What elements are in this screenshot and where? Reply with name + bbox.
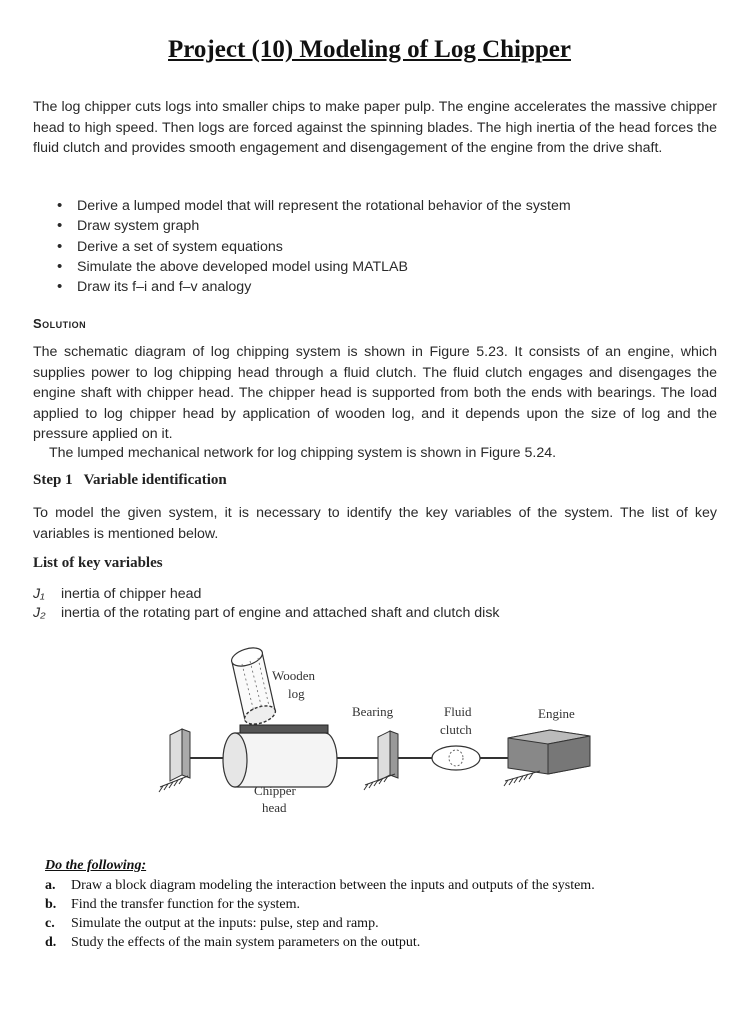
fluid-clutch-label: Fluid bbox=[444, 704, 472, 719]
intro-paragraph: The log chipper cuts logs into smaller chips to make paper pulp. The engine accelerates the massive chipper head to high speed. Then logs are forced against the spinning blades. The high inertia of the head forces the fluid clutch and provides smooth engagement and disengagement of the engine from the drive shaft. bbox=[33, 99, 717, 156]
task-letter: d. bbox=[45, 935, 57, 950]
page-title: Project (10) Modeling of Log Chipper bbox=[168, 36, 571, 63]
log-chipper-schematic bbox=[150, 640, 600, 830]
task-item bbox=[45, 897, 300, 913]
engine-label: Engine bbox=[538, 706, 575, 721]
task-item bbox=[45, 878, 595, 894]
task-letter: a. bbox=[45, 878, 56, 893]
variable-row bbox=[33, 605, 500, 621]
task-text: Study the effects of the main system parameters on the output. bbox=[71, 935, 421, 950]
variable-symbol: J₁ bbox=[33, 586, 45, 602]
key-variables-heading: List of key variables bbox=[33, 555, 163, 571]
wooden-log-icon bbox=[229, 644, 277, 727]
solution-heading: Solution bbox=[33, 316, 87, 331]
variable-symbol: J₂ bbox=[33, 605, 46, 621]
step1-paragraph: To model the given system, it is necessary to identify the key variables of the system. The list of key variables is mentioned below. bbox=[33, 505, 717, 542]
variable-description: inertia of the rotating part of engine and attached shaft and clutch disk bbox=[61, 605, 500, 621]
engine-icon bbox=[504, 730, 590, 786]
list-item: • Simulate the above developed model using MATLAB bbox=[55, 257, 695, 277]
left-bearing-icon bbox=[159, 729, 190, 792]
variable-description: inertia of chipper head bbox=[61, 586, 202, 602]
wooden-log-label: Wooden bbox=[272, 668, 315, 683]
tasks-heading: Do the following: bbox=[45, 858, 147, 873]
chipper-head-icon bbox=[190, 725, 337, 787]
task-text: Simulate the output at the inputs: pulse, step and ramp. bbox=[71, 916, 379, 931]
task-item bbox=[45, 916, 379, 932]
requirements-list bbox=[55, 196, 695, 297]
list-item: • Derive a lumped model that will represent the rotational behavior of the system bbox=[55, 196, 695, 216]
fluid-clutch-label: clutch bbox=[440, 722, 472, 737]
task-item bbox=[45, 935, 420, 951]
wooden-log-label: log bbox=[288, 686, 305, 701]
list-item: • Derive a set of system equations bbox=[55, 237, 695, 257]
bearing-label: Bearing bbox=[352, 704, 394, 719]
variable-row bbox=[33, 586, 201, 602]
bearing-icon bbox=[364, 731, 398, 790]
list-item: • Draw system graph bbox=[55, 216, 695, 236]
task-letter: b. bbox=[45, 897, 57, 912]
solution-paragraph: The schematic diagram of log chipping system is shown in Figure 5.23. It consists of an engine, which supplies power to log chipping head through a fluid clutch. The fluid clutch engages and disengages the engine shaft with chipper head. The chipper head is supported from both the ends with bearings. The load applied to log chipper head by application of wooden log, and it depends upon the size of log and the pressure applied on it. bbox=[33, 344, 717, 442]
chipper-head-label: Chipper bbox=[254, 783, 296, 798]
task-letter: c. bbox=[45, 916, 55, 931]
solution-paragraph-2: The lumped mechanical network for log chipping system is shown in Figure 5.24. bbox=[49, 445, 557, 461]
task-text: Draw a block diagram modeling the interaction between the inputs and outputs of the system. bbox=[71, 878, 595, 893]
chipper-head-label: head bbox=[262, 800, 287, 815]
task-text: Find the transfer function for the system. bbox=[71, 897, 301, 912]
step1-heading: Step 1 Variable identification bbox=[33, 472, 227, 488]
list-item: • Draw its f–i and f–v analogy bbox=[55, 277, 695, 297]
fluid-clutch-icon bbox=[432, 746, 480, 770]
